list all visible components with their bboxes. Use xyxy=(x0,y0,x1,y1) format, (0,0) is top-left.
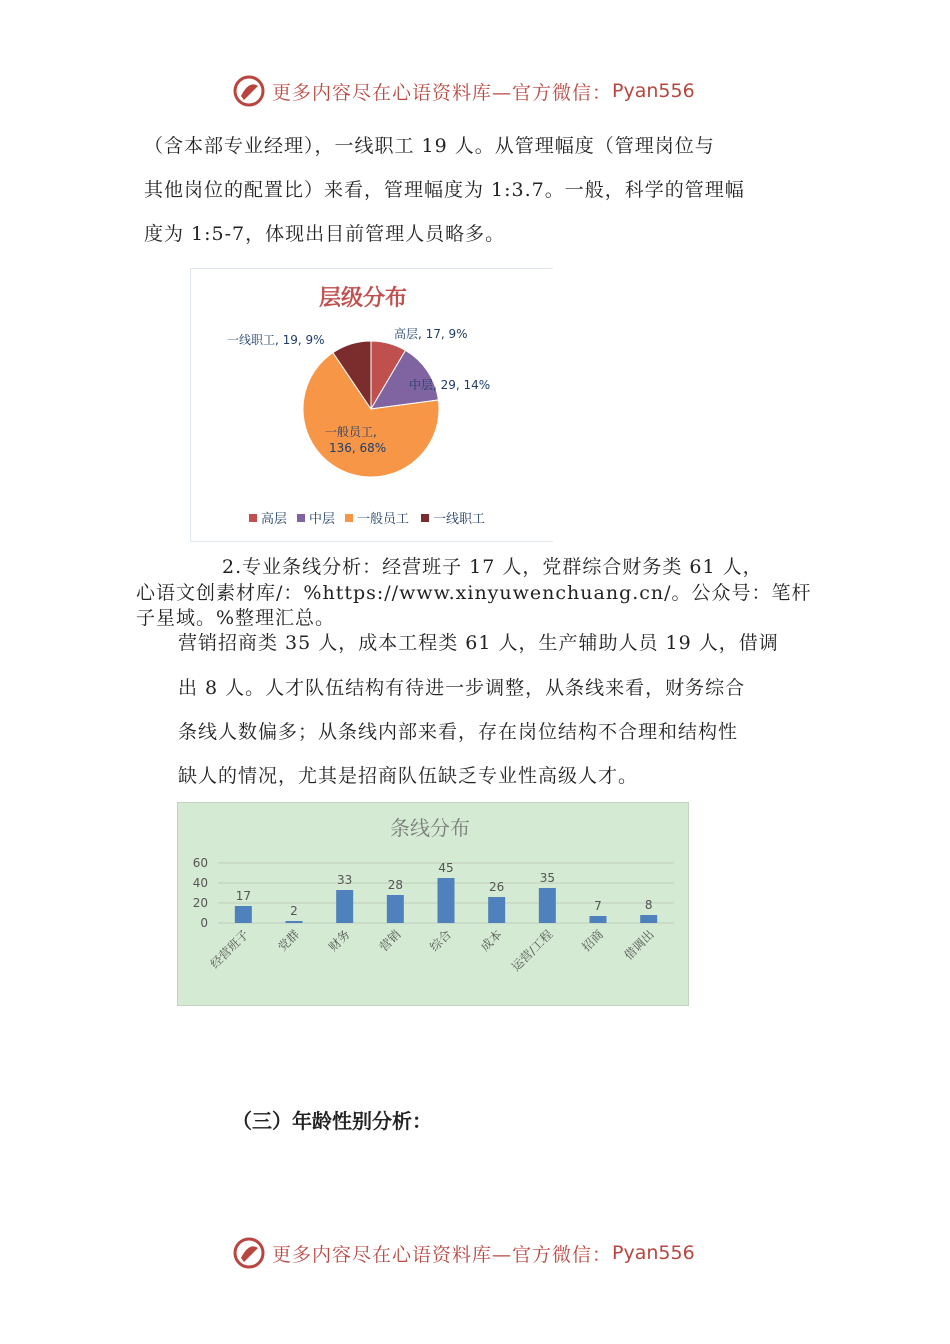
x-tick-label: 运营/工程 xyxy=(508,927,556,974)
legend-general: 一般员工 xyxy=(357,512,410,527)
x-tick-label: 借调出 xyxy=(621,927,657,963)
pie-label-frontline: 一线职工, 19, 9% xyxy=(227,333,325,347)
paragraph-line: 条线人数偏多；从条线内部来看，存在岗位结构不合理和结构性 xyxy=(178,721,739,743)
paragraph-line: （含本部专业经理），一线职工 19 人。从管理幅度（管理岗位与 xyxy=(144,135,715,157)
legend-frontline: 一线职工 xyxy=(433,512,486,527)
x-tick-label: 财务 xyxy=(325,927,353,955)
pie-label-general: 一般员工, xyxy=(325,425,377,439)
bar-data-label: 35 xyxy=(539,871,555,885)
legend-senior: 高层 xyxy=(261,512,288,527)
bar-chart xyxy=(177,802,689,1006)
bar xyxy=(286,921,303,923)
logo-icon xyxy=(232,74,266,108)
bar-data-label: 17 xyxy=(235,889,251,903)
x-tick-label: 经营班子 xyxy=(207,927,252,972)
paragraph-line: 出 8 人。人才队伍结构有待进一步调整，从条线来看，财务综合 xyxy=(178,677,746,699)
y-tick-label: 0 xyxy=(200,916,208,930)
legend-swatch-middle xyxy=(297,514,305,522)
bar xyxy=(235,906,252,923)
bar-data-label: 26 xyxy=(489,880,505,894)
paragraph-line: 子星域。%整理汇总。 xyxy=(136,607,336,629)
paragraph-line: 度为 1:5-7，体现出目前管理人员略多。 xyxy=(144,223,506,245)
watermark-text: 更多内容尽在心语资料库—官方微信： xyxy=(272,81,613,104)
y-tick-label: 40 xyxy=(192,876,208,890)
bar-chart-svg xyxy=(178,803,688,1005)
y-tick-label: 60 xyxy=(192,856,208,870)
x-tick-label: 综合 xyxy=(427,927,455,955)
pie-label-senior: 高层, 17, 9% xyxy=(394,327,468,341)
paragraph-line: 心语文创素材库/：%https://www.xinyuwenchuang.cn/。公众号：笔杆 xyxy=(136,582,812,604)
paragraph-line: 营销招商类 35 人，成本工程类 61 人，生产辅助人员 19 人，借调 xyxy=(178,632,779,654)
x-tick-label: 成本 xyxy=(477,927,505,955)
logo-icon xyxy=(232,1236,266,1270)
bar xyxy=(438,878,455,923)
y-tick-label: 20 xyxy=(192,896,208,910)
bar xyxy=(488,897,505,923)
x-tick-label: 党群 xyxy=(275,927,303,955)
pie-label-general-value: 136, 68% xyxy=(329,441,387,455)
legend-swatch-general xyxy=(345,514,353,522)
watermark-handle: Pyan556 xyxy=(612,80,695,102)
legend-middle: 中层 xyxy=(309,512,336,527)
pie-chart xyxy=(190,268,553,542)
bar-data-label: 33 xyxy=(337,873,353,887)
paragraph-line: 2.专业条线分析：经营班子 17 人，党群综合财务类 61 人， xyxy=(222,556,763,578)
bar xyxy=(387,895,404,923)
bar-data-label: 45 xyxy=(438,861,454,875)
bar xyxy=(336,890,353,923)
legend-swatch-senior xyxy=(249,514,257,522)
pie-chart-svg xyxy=(191,269,553,541)
bar-data-label: 8 xyxy=(644,898,653,912)
x-tick-label: 营销 xyxy=(376,927,404,955)
pie-label-middle: 中层, 29, 14% xyxy=(409,378,491,392)
legend-swatch-frontline xyxy=(421,514,429,522)
paragraph-line: 缺人的情况，尤其是招商队伍缺乏专业性高级人才。 xyxy=(178,765,639,787)
bar xyxy=(539,888,556,923)
bar xyxy=(590,916,607,923)
watermark-handle: Pyan556 xyxy=(612,1242,695,1264)
pie-chart-title: 层级分布 xyxy=(319,286,408,311)
bar-data-label: 7 xyxy=(594,899,602,913)
header-watermark xyxy=(232,74,695,108)
section-heading: （三）年龄性别分析： xyxy=(232,1109,432,1133)
bar-data-label: 2 xyxy=(290,904,298,918)
pie-legend xyxy=(249,511,485,527)
watermark-text: 更多内容尽在心语资料库—官方微信： xyxy=(272,1243,613,1266)
bar xyxy=(640,915,657,923)
bar-chart-title: 条线分布 xyxy=(390,816,470,840)
x-tick-label: 招商 xyxy=(579,927,607,955)
footer-watermark xyxy=(232,1236,695,1270)
bar-data-label: 28 xyxy=(387,878,403,892)
paragraph-line: 其他岗位的配置比）来看，管理幅度为 1:3.7。一般，科学的管理幅 xyxy=(144,179,745,201)
